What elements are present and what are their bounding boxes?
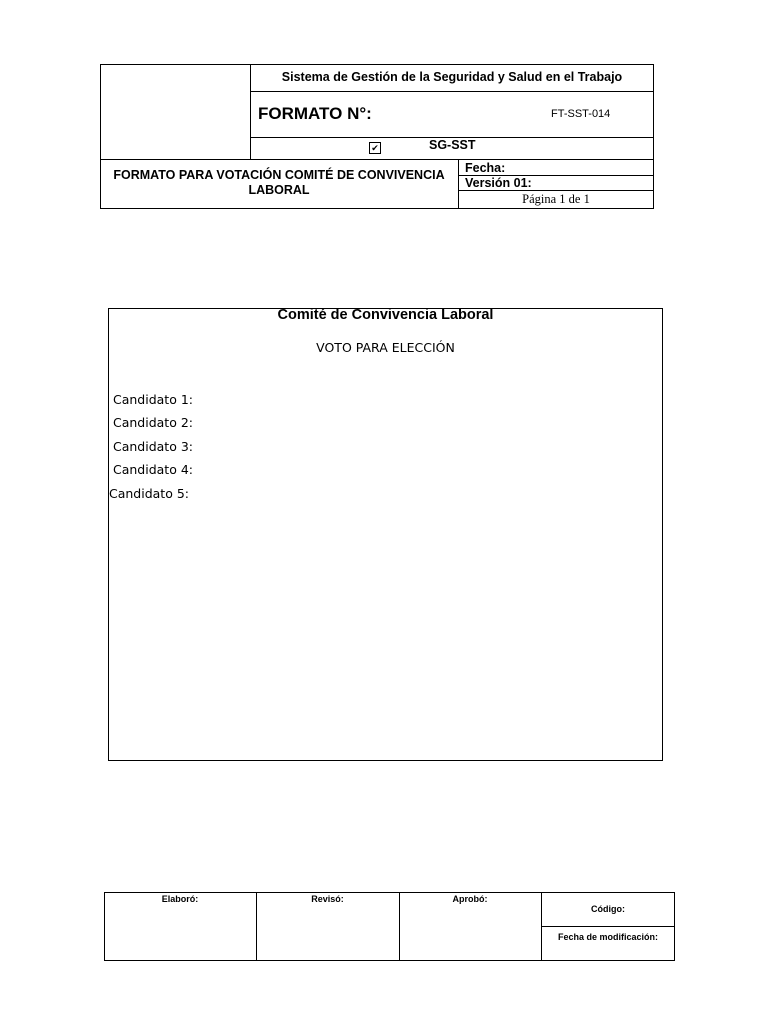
- header-divider: [458, 190, 654, 191]
- ballot-title: Comité de Convivencia Laboral: [277, 307, 494, 323]
- ballot-box: [108, 308, 663, 761]
- sgsst-label: SG-SST: [429, 138, 476, 152]
- form-title: FORMATO PARA VOTACIÓN COMITÉ DE CONVIVENCIA LABORAL: [113, 168, 445, 197]
- candidate-4-label: Candidato 4:: [113, 462, 193, 477]
- header-divider: [250, 91, 654, 92]
- check-icon: ✔: [371, 143, 379, 153]
- footer-divider: [541, 926, 675, 927]
- ballot-subtitle: VOTO PARA ELECCIÓN: [316, 340, 455, 355]
- formato-code: FT-SST-014: [551, 108, 611, 120]
- candidate-3-label: Candidato 3:: [113, 439, 193, 454]
- sgsst-checkbox[interactable]: [369, 142, 381, 154]
- system-title: Sistema de Gestión de la Seguridad y Salud en el Trabajo: [281, 70, 623, 84]
- candidate-5-label: Candidato 5:: [109, 486, 189, 501]
- codigo-label: Código:: [591, 904, 625, 914]
- reviso-label: Revisó:: [311, 894, 344, 904]
- aprobo-label: Aprobó:: [452, 894, 488, 904]
- version-label: Versión 01:: [465, 176, 532, 190]
- elaboro-label: Elaboró:: [161, 894, 199, 904]
- candidate-1-label: Candidato 1:: [113, 392, 193, 407]
- page-number: Página 1 de 1: [522, 192, 590, 206]
- formato-label: FORMATO N°:: [258, 104, 372, 123]
- candidate-2-label: Candidato 2:: [113, 415, 193, 430]
- fecha-label: Fecha:: [465, 161, 506, 175]
- header-divider: [100, 159, 654, 160]
- fecha-modificacion-label: Fecha de modificación:: [557, 932, 659, 942]
